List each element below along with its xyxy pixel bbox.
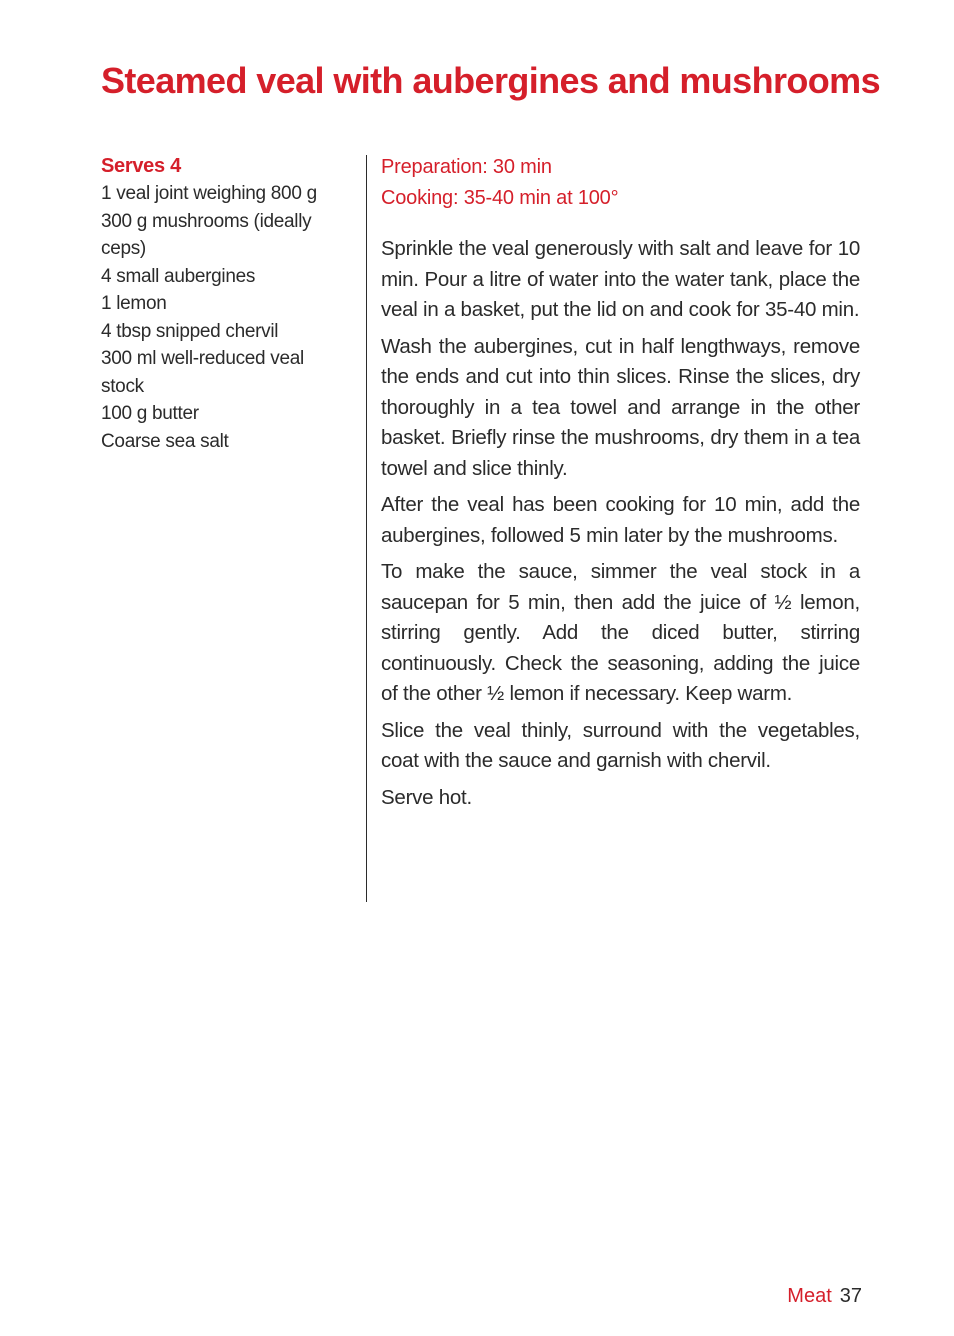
ingredient-item: ceps) xyxy=(101,238,146,259)
ingredient-item: 4 small aubergines xyxy=(101,265,256,287)
method-step: Slice the veal thinly, surround with the vegetables, coat with the sauce and garnish with chervil. xyxy=(381,718,860,772)
ingredient-item: 300 ml well-reduced veal xyxy=(101,348,304,369)
serves-heading: Serves 4 xyxy=(101,155,181,177)
method-steps xyxy=(381,234,860,813)
method-step: After the veal has been cooking for 10 min, add the aubergines, followed 5 min later by the mushrooms. xyxy=(381,493,860,547)
ingredient-item: 4 tbsp snipped chervil xyxy=(101,320,279,342)
ingredient-item: Coarse sea salt xyxy=(101,430,229,452)
method-step: To make the sauce, simmer the veal stock in a saucepan for 5 min, then add the juice of ½ lemon, stirring gently. Add the diced butter, stirring continuously. Check the seasoning, adding the juice of the other ½ lemon if necessary. Keep warm. xyxy=(381,560,860,705)
ingredient-item: 1 veal joint weighing 800 g xyxy=(101,183,317,204)
method-step: Sprinkle the veal generously with salt and leave for 10 min. Pour a litre of water into the water tank, place the veal in a basket, put the lid on and cook for 35-40 min. xyxy=(381,237,860,321)
method-step: Serve hot. xyxy=(381,785,472,809)
column-divider xyxy=(366,155,367,902)
ingredient-item: 300 g mushrooms (ideally xyxy=(101,210,312,232)
page-number: 37 xyxy=(839,1285,862,1307)
preparation-time: Preparation: 30 min xyxy=(381,156,552,178)
timing-block xyxy=(381,152,860,214)
ingredient-item: 100 g butter xyxy=(101,403,199,424)
page-footer xyxy=(787,1282,862,1310)
ingredient-item: 1 lemon xyxy=(101,293,167,314)
page-title: Steamed veal with aubergines and mushrooms xyxy=(101,60,881,101)
method-step: Wash the aubergines, cut in half lengthways, remove the ends and cut into thin slices. Rinse the slices, dry thoroughly in a tea towel and arrange in the other basket. Briefly rinse the mushrooms, dry them in a tea towel and slice thinly. xyxy=(381,334,860,480)
ingredients-panel xyxy=(101,152,351,455)
ingredients-list xyxy=(101,180,351,455)
cooking-time: Cooking: 35-40 min at 100° xyxy=(381,187,619,209)
footer-section-label: Meat xyxy=(787,1285,832,1307)
ingredient-item: stock xyxy=(101,375,144,397)
method-panel xyxy=(381,152,860,819)
